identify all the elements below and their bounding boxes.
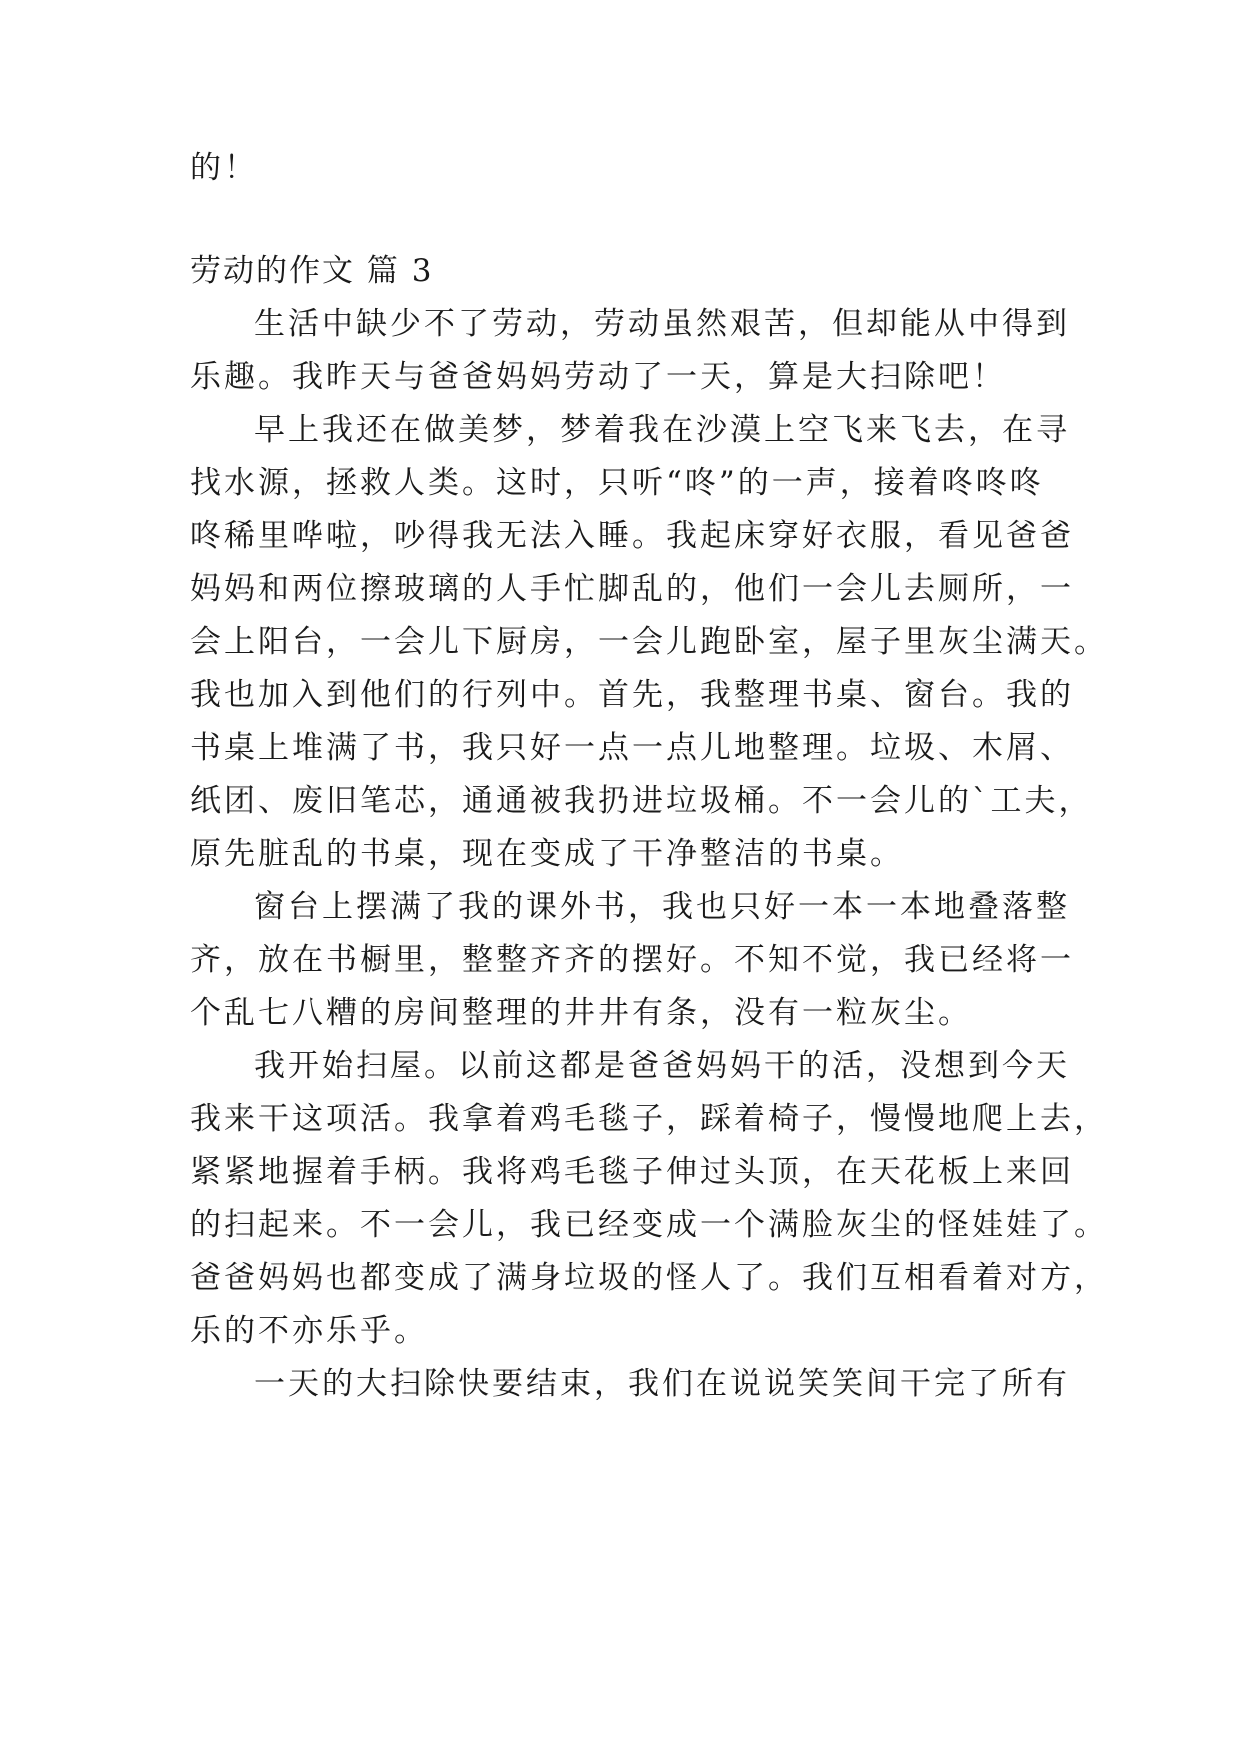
paragraph-line: 会上阳台，一会儿下厨房，一会儿跑卧室，屋子里灰尘满天。 bbox=[190, 624, 1108, 660]
paragraph-line: 生活中缺少不了劳动，劳动虽然艰苦，但却能从中得到 bbox=[254, 306, 1070, 342]
section-heading: 劳动的作文 篇 3 bbox=[190, 253, 434, 289]
paragraph-line: 紧紧地握着手柄。我将鸡毛毯子伸过头顶，在天花板上来回 bbox=[190, 1154, 1074, 1190]
document-page bbox=[190, 0, 1108, 1754]
paragraph-line: 窗台上摆满了我的课外书，我也只好一本一本地叠落整 bbox=[254, 889, 1070, 925]
paragraph-line: 我也加入到他们的行列中。首先，我整理书桌、窗台。我的 bbox=[190, 677, 1074, 713]
paragraph-line: 乐的不亦乐乎。 bbox=[190, 1313, 428, 1349]
paragraph-line: 爸爸妈妈也都变成了满身垃圾的怪人了。我们互相看着对方， bbox=[190, 1260, 1108, 1296]
paragraph-line: 妈妈和两位擦玻璃的人手忙脚乱的，他们一会儿去厕所，一 bbox=[190, 571, 1074, 607]
paragraph-line: 早上我还在做美梦，梦着我在沙漠上空飞来飞去，在寻 bbox=[254, 412, 1070, 448]
paragraph-line: 书桌上堆满了书，我只好一点一点儿地整理。垃圾、木屑、 bbox=[190, 730, 1074, 766]
paragraph-line: 我开始扫屋。以前这都是爸爸妈妈干的活，没想到今天 bbox=[254, 1048, 1070, 1084]
continuation-line: 的！ bbox=[190, 150, 258, 186]
paragraph-line: 乐趣。我昨天与爸爸妈妈劳动了一天，算是大扫除吧！ bbox=[190, 359, 1006, 395]
paragraph-line: 个乱七八糟的房间整理的井井有条，没有一粒灰尘。 bbox=[190, 995, 972, 1031]
paragraph-line: 我来干这项活。我拿着鸡毛毯子，踩着椅子，慢慢地爬上去， bbox=[190, 1101, 1108, 1137]
paragraph-line: 纸团、废旧笔芯，通通被我扔进垃圾桶。不一会儿的`工夫， bbox=[190, 783, 1093, 819]
paragraph-line: 的扫起来。不一会儿，我已经变成一个满脸灰尘的怪娃娃了。 bbox=[190, 1207, 1108, 1243]
paragraph-line: 原先脏乱的书桌，现在变成了干净整洁的书桌。 bbox=[190, 836, 904, 872]
paragraph-line: 一天的大扫除快要结束，我们在说说笑笑间干完了所有 bbox=[254, 1366, 1070, 1402]
paragraph-line: 咚稀里哗啦，吵得我无法入睡。我起床穿好衣服，看见爸爸 bbox=[190, 518, 1074, 554]
paragraph-line: 齐，放在书橱里，整整齐齐的摆好。不知不觉，我已经将一 bbox=[190, 942, 1074, 978]
paragraph-line: 找水源，拯救人类。这时，只听“咚”的一声，接着咚咚咚 bbox=[190, 465, 1044, 501]
